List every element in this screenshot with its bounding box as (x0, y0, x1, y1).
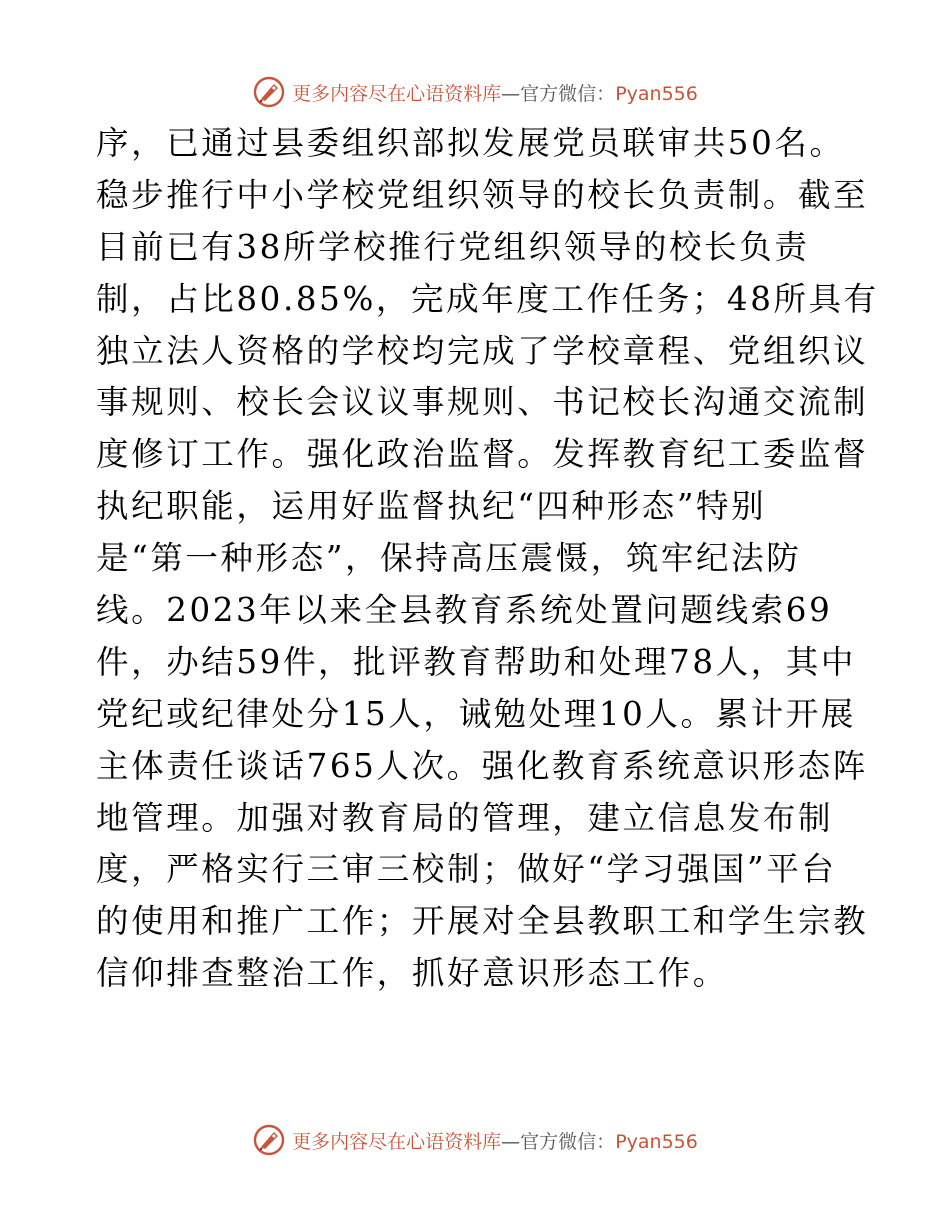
watermark-text (292, 79, 698, 106)
watermark-wechat-label: 官方微信： (520, 82, 616, 105)
body-line: 独立法人资格的学校均完成了学校章程、党组织议 (96, 331, 869, 370)
header-watermark (0, 72, 950, 112)
body-paragraph (96, 118, 879, 1000)
body-line: 制，占比80.85%，完成年度工作任务；48所具有 (96, 279, 879, 318)
body-line: 执纪职能，运用好监督执纪“四种形态”特别 (96, 487, 767, 526)
watermark-text (292, 1127, 698, 1154)
body-line: 事规则、校长会议议事规则、书记校长沟通交流制 (96, 383, 869, 422)
pen-nib-logo-icon (252, 1123, 286, 1157)
watermark-wechat-label: 官方微信： (520, 1130, 616, 1153)
body-line: 地管理。加强对教育局的管理，建立信息发布制 (96, 798, 834, 837)
body-line: 件，办结59件，批评教育帮助和处理78人，其中 (96, 642, 857, 681)
body-line: 目前已有38所学校推行党组织领导的校长负责 (96, 227, 810, 266)
watermark-wechat-id: Pyan556 (615, 82, 698, 105)
watermark-dash: — (501, 1130, 521, 1153)
body-line: 的使用和推广工作；开展对全县教职工和学生宗教 (96, 902, 869, 941)
body-line: 稳步推行中小学校党组织领导的校长负责制。截至 (96, 175, 869, 214)
footer-watermark (0, 1120, 950, 1160)
body-line: 线。2023年以来全县教育系统处置问题线索69 (96, 591, 833, 630)
body-line: 主体责任谈话765人次。强化教育系统意识形态阵 (96, 746, 868, 785)
watermark-dash: — (501, 82, 521, 105)
body-line: 党纪或纪律处分15人，诫勉处理10人。累计开展 (96, 694, 857, 733)
body-line: 信仰排查整治工作，抓好意识形态工作。 (96, 954, 728, 993)
watermark-main: 更多内容尽在心语资料库 (292, 1130, 502, 1153)
body-line: 序，已通过县委组织部拟发展党员联审共50名。 (96, 124, 845, 162)
watermark-wechat-id: Pyan556 (615, 1130, 698, 1153)
body-line: 度，严格实行三审三校制；做好“学习强国”平台 (96, 850, 837, 889)
pen-nib-logo-icon (252, 75, 286, 109)
body-line: 度修订工作。强化政治监督。发挥教育纪工委监督 (96, 435, 869, 474)
watermark-main: 更多内容尽在心语资料库 (292, 82, 502, 105)
body-line: 是“第一种形态”，保持高压震慑，筑牢纪法防 (96, 539, 802, 578)
